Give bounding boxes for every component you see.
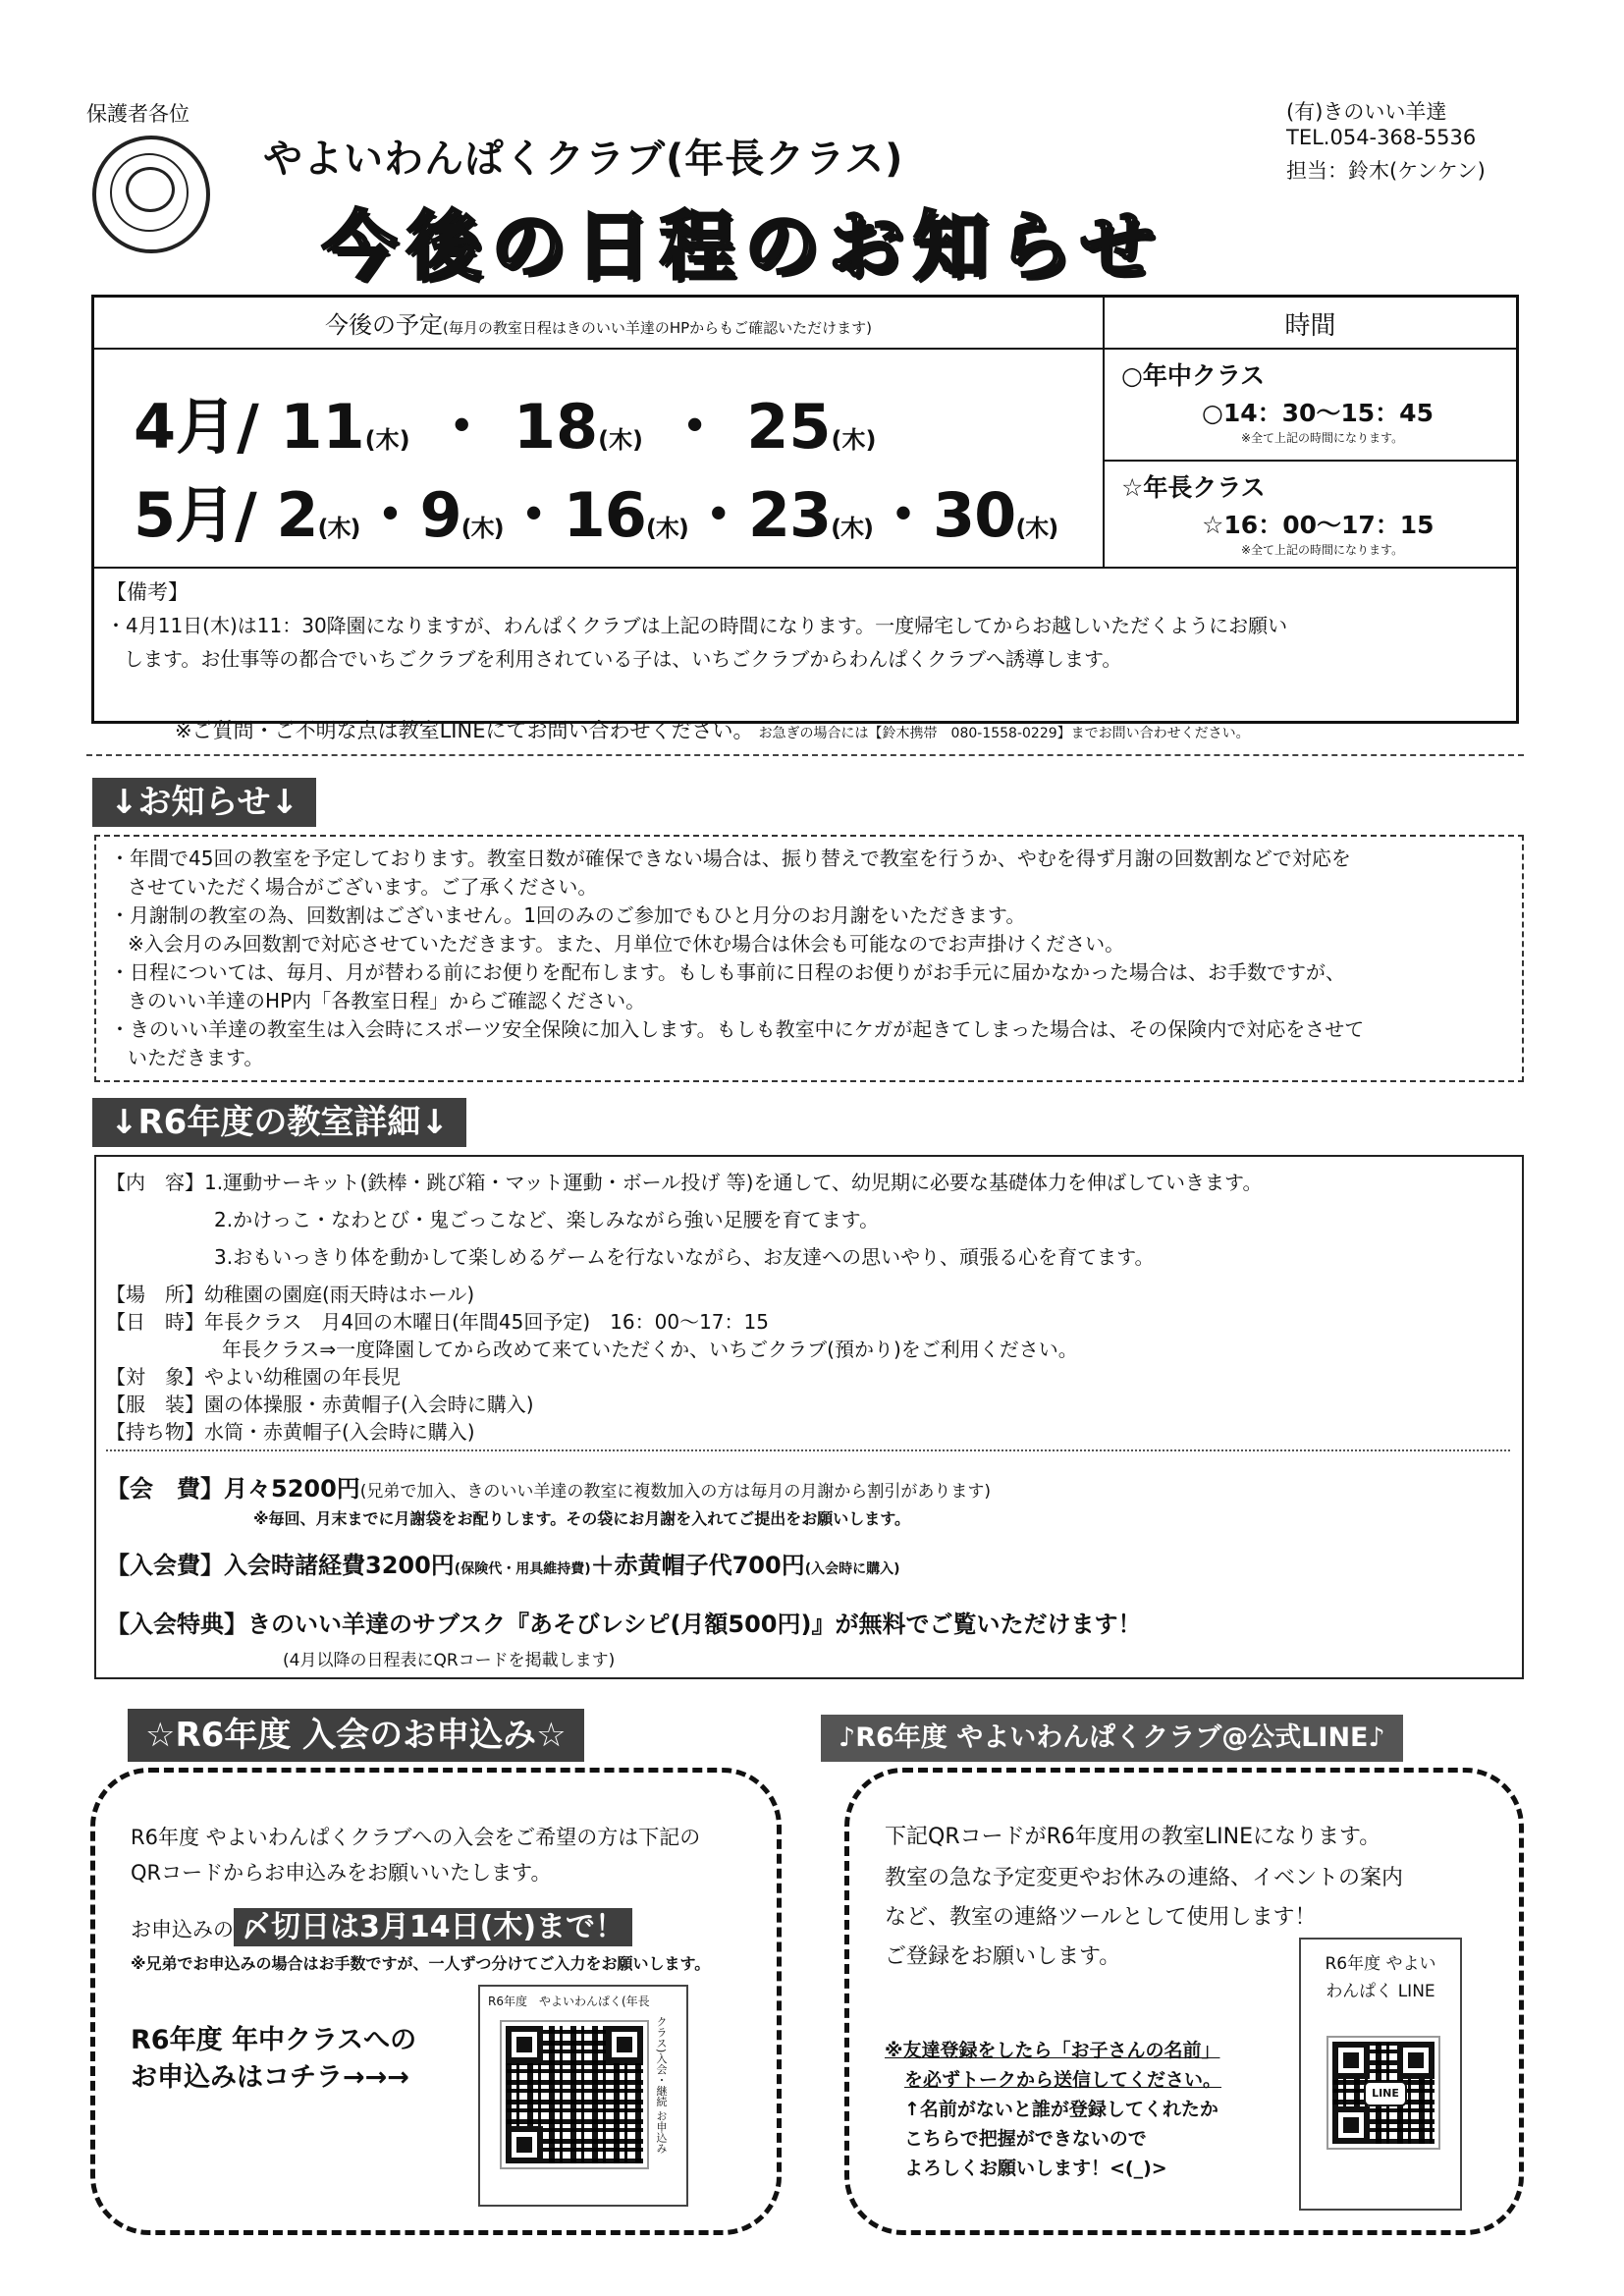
- may-date: 16: [563, 479, 646, 551]
- separator: ・: [687, 479, 748, 551]
- line-note: ※友達登録をしたら「お子さんの名前」: [885, 2040, 1220, 2061]
- clothes-row: [106, 1389, 534, 1417]
- target-label: 【対 象】: [106, 1365, 204, 1389]
- may-row: [134, 466, 1057, 554]
- weekday: (木): [317, 515, 360, 542]
- notice-line: ・きのいい羊達の教室生は入会時にスポーツ安全保険に加入します。もしも教室中にケガが起きてしまった場合は、その保険内で対応をさせて: [110, 1017, 1365, 1041]
- notice-line: ・年間で45回の教室を予定しております。教室日数が確保できない場合は、振り替えで教室を行うか、やむを得ず月謝の回数割などで対応を: [110, 847, 1351, 870]
- details-box: [94, 1155, 1524, 1679]
- april-row: [134, 378, 876, 465]
- divider: [86, 754, 1524, 756]
- perk-value: きのいい羊達のサブスク『あそびレシピ(月額500円)』が無料でご覧いただけます！: [247, 1611, 1142, 1638]
- clothes-value: 園の体操服・赤黄帽子(入会時に購入): [204, 1393, 534, 1416]
- nenchu-note: ※全て上記の時間になります。: [1241, 431, 1404, 445]
- weekday: (木): [831, 515, 874, 542]
- content-1: 1.運動サーキット(鉄棒・跳び箱・マット運動・ボール投げ 等)を通して、幼児期に必要な基礎体力を伸ばしていきます。: [204, 1171, 1263, 1194]
- inquiry-main: ※ご質問・ご不明な点は教室LINEにてお問い合わせください。: [175, 719, 754, 742]
- april-date: 25: [746, 391, 832, 463]
- time-header: 時間: [1284, 311, 1336, 341]
- separator: ・: [431, 391, 493, 463]
- notice-line: ※入会月のみ回数割で対応させていただきます。また、月単位で休む場合は休会も可能なのでお声掛けください。: [128, 932, 1125, 956]
- perk-row: [106, 1605, 1141, 1639]
- line-qr-card: [1299, 1938, 1462, 2211]
- weekday: (木): [645, 515, 688, 542]
- separator: ・: [873, 479, 934, 551]
- separator: ・: [503, 479, 564, 551]
- apply-qr-code[interactable]: [502, 2022, 647, 2167]
- notice-line: ・日程については、毎月、月が替わる前にお便りを配布します。もしも事前に日程のお便りがお手元に届かなかった場合は、お手数ですが、: [110, 960, 1345, 984]
- perk-note: (4月以降の日程表にQRコードを掲載します): [283, 1651, 616, 1670]
- line-banner: ♪R6年度 やよいわんぱくクラブ@公式LINE♪: [821, 1715, 1403, 1762]
- sibling-note: ※兄弟でお申込みの場合はお手数ですが、一人ずつ分けてご入力をお願いします。: [131, 1954, 711, 1973]
- schedule-head-main: 今後の予定: [324, 311, 443, 339]
- content-label: 【内 容】: [106, 1171, 204, 1194]
- fee-sub: ※毎回、月末までに月謝袋をお配りします。その袋にお月謝を入れてご提出をお願いします。: [253, 1509, 910, 1528]
- addressee: 保護者各位: [86, 102, 189, 126]
- apply-banner: ☆R6年度 入会のお申込み☆: [128, 1709, 584, 1762]
- remarks-title: 【備考】: [106, 580, 189, 604]
- deadline-row: [131, 1902, 632, 1945]
- items-label: 【持ち物】: [106, 1420, 204, 1444]
- content-row: [106, 1167, 1262, 1195]
- remarks-line: します。お仕事等の都合でいちごクラブを利用されている子は、いちごクラブからわんぱくクラブへ誘導します。: [124, 647, 1122, 671]
- date-note: 年長クラス⇒一度降園してから改めて来ていただくか、いちごクラブ(預かり)をご利用ください。: [222, 1338, 1078, 1361]
- separator: ・: [359, 479, 420, 551]
- may-date: 23: [747, 479, 832, 551]
- perk-label: 【入会特典】: [106, 1611, 247, 1638]
- line-note: よろしくお願いします！<(_)>: [904, 2158, 1167, 2179]
- main-title: 今後の日程のお知らせ: [322, 202, 1164, 290]
- place-value: 幼稚園の園庭(雨天時はホール): [204, 1283, 475, 1306]
- club-title: やよいわんぱくクラブ(年長クラス): [263, 137, 904, 182]
- items-value: 水筒・赤黄帽子(入会時に購入): [204, 1420, 475, 1444]
- apply-box: [90, 1768, 782, 2235]
- entry-plus: ＋赤黄帽子代700円: [590, 1552, 805, 1579]
- line-note: こちらで把握ができないので: [904, 2128, 1147, 2150]
- nencho-time: ☆16：00～17：15: [1202, 511, 1435, 539]
- may-date: 2: [276, 479, 318, 551]
- nenchu-apply: お申込みはコチラ→→→: [131, 2062, 409, 2093]
- entry-note: (保険代・用具維持費): [454, 1561, 591, 1577]
- entry-main: 入会時諸経費3200円: [224, 1552, 455, 1579]
- notice-line: いただきます。: [128, 1046, 264, 1069]
- fee-row: [106, 1469, 991, 1503]
- entry-label: 【入会費】: [106, 1552, 224, 1579]
- fee-value: 月々5200円: [224, 1475, 360, 1503]
- inquiry-note: [175, 715, 1250, 744]
- nenchu-time: ○14：30～15：45: [1202, 399, 1434, 427]
- schedule-header: [94, 305, 1103, 340]
- entry-row: [106, 1546, 900, 1580]
- line-text: ご登録をお願いします。: [885, 1944, 1121, 1969]
- notice-line: ・月謝制の教室の為、回数割はございません。1回のみのご参加でもひと月分のお月謝をいただきます。: [110, 903, 1026, 927]
- weekday: (木): [831, 426, 877, 454]
- apply-qr-card: [478, 1985, 688, 2207]
- company-name: (有)きのいい羊達: [1286, 100, 1447, 124]
- content-3: 3.おもいっきり体を動かして楽しめるゲームを行ないながら、お友達への思いやり、頑張る心を育てます。: [214, 1245, 1155, 1269]
- target-row: [106, 1361, 401, 1390]
- weekday: (木): [364, 426, 410, 454]
- apply-text: R6年度 やよいわんぱくクラブへの入会をご希望の方は下記の: [131, 1826, 701, 1849]
- nencho-note: ※全て上記の時間になります。: [1241, 543, 1404, 557]
- nenchu-label: ○年中クラス: [1121, 361, 1266, 390]
- notice-box: [94, 835, 1524, 1082]
- notice-line: きのいい羊達のHP内「各教室日程」からご確認ください。: [128, 989, 646, 1012]
- date-row: [106, 1306, 769, 1335]
- line-note: ↑名前がないと誰が登録してくれたか: [904, 2099, 1218, 2120]
- deadline: 〆切日は3月14日(木)まで！: [234, 1908, 632, 1946]
- fee-label: 【会 費】: [106, 1475, 224, 1503]
- april-date: 11: [280, 391, 365, 463]
- items-row: [106, 1416, 475, 1445]
- notice-line: させていただく場合がございます。ご了承ください。: [128, 875, 598, 899]
- separator: ・: [664, 391, 726, 463]
- company-contact: 担当：鈴木(ケンケン): [1286, 159, 1486, 183]
- company-logo: [92, 136, 210, 253]
- details-divider: [106, 1449, 1510, 1451]
- schedule-table: [91, 295, 1519, 724]
- company-tel: TEL.054-368-5536: [1286, 126, 1477, 149]
- weekday: (木): [460, 515, 504, 542]
- deadline-prefix: お申込みの: [131, 1918, 234, 1941]
- schedule-head-note: (毎月の教室日程はきのいい羊達のHPからもご確認いただけます): [442, 319, 873, 337]
- fee-note: (兄弟で加入、きのいい羊達の教室に複数加入の方は毎月の月謝から割引があります): [359, 1482, 992, 1502]
- april-label: 4月/: [134, 391, 259, 463]
- line-box: [844, 1768, 1524, 2235]
- notice-banner: ↓お知らせ↓: [92, 778, 316, 827]
- weekday: (木): [1015, 515, 1058, 542]
- line-qr-code[interactable]: [1328, 2038, 1438, 2148]
- remarks-line: ・4月11日(木)は11：30降園になりますが、わんぱくクラブは上記の時間になります。一度帰宅してからお越しいただくようにお願い: [106, 614, 1288, 637]
- content-2: 2.かけっこ・なわとび・鬼ごっこなど、楽しみながら強い足腰を育てます。: [214, 1208, 880, 1231]
- date-value: 年長クラス 月4回の木曜日(年間45回予定) 16：00～17：15: [204, 1310, 769, 1334]
- place-label: 【場 所】: [106, 1283, 204, 1306]
- nencho-label: ☆年長クラス: [1121, 473, 1266, 502]
- qr-caption: わんぱく LINE: [1326, 1982, 1435, 2001]
- line-text: 教室の急な予定変更やお休みの連絡、イベントの案内: [885, 1866, 1404, 1890]
- line-text: など、教室の連絡ツールとして使用します！: [885, 1905, 1317, 1930]
- weekday: (木): [598, 426, 644, 454]
- line-text: 下記QRコードがR6年度用の教室LINEになります。: [885, 1825, 1381, 1849]
- inquiry-sub: お急ぎの場合には【鈴木携帯 080-1558-0229】までお問い合わせください。: [758, 726, 1250, 741]
- qr-side-caption: クラス)入会・継続 お申込み: [655, 2016, 668, 2154]
- nenchu-apply: R6年度 年中クラスへの: [131, 2025, 417, 2055]
- target-value: やよい幼稚園の年長児: [204, 1365, 401, 1389]
- april-date: 18: [513, 391, 599, 463]
- entry-note: (入会時に購入): [804, 1561, 900, 1577]
- line-note: を必ずトークから送信してください。: [904, 2069, 1222, 2091]
- date-label: 【日 時】: [106, 1310, 204, 1334]
- line-logo-icon: LINE: [1364, 2081, 1407, 2106]
- apply-text: QRコードからお申込みをお願いいたします。: [131, 1861, 552, 1885]
- qr-caption: R6年度 やよい: [1325, 1954, 1436, 1974]
- clothes-label: 【服 装】: [106, 1393, 204, 1416]
- may-label: 5月/: [134, 479, 256, 551]
- details-banner: ↓R6年度の教室詳細↓: [92, 1098, 466, 1147]
- qr-caption: R6年度 やよいわんぱく(年長: [488, 1995, 650, 2008]
- may-date: 9: [419, 479, 461, 551]
- place-row: [106, 1279, 474, 1307]
- may-date: 30: [933, 479, 1016, 551]
